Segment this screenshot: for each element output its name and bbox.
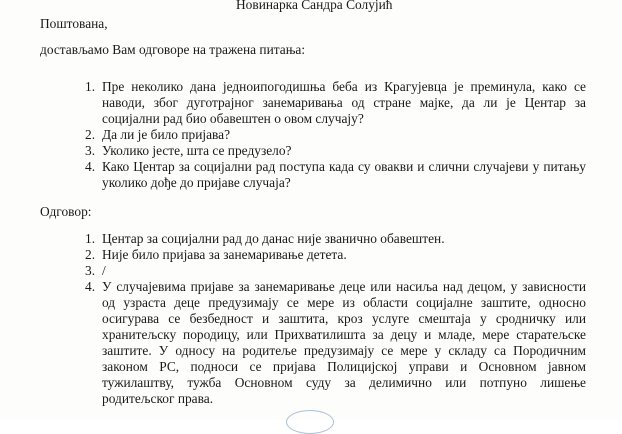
question-4 — [102, 159, 586, 191]
question-line: наводи, због дуготрајног занемаривања од стране мајке, да ли је Центар за — [102, 95, 586, 110]
answer-4 — [102, 279, 586, 407]
official-stamp — [286, 410, 334, 434]
question-1 — [102, 79, 586, 127]
answer-2 — [102, 247, 586, 263]
answer-1 — [102, 231, 586, 247]
answer-line: осигурава се безбедност и заштита, кроз услуге смештаја у сродничку или — [102, 311, 586, 326]
question-line: Пре неколико дана једноипогодишња беба из Крагујевца је преминула, како се — [102, 79, 586, 94]
answer-line: тужилаштву, тужба Основном суду за делимично или потпуно лишење — [102, 375, 586, 390]
question-number: 2. — [85, 127, 96, 142]
answer-number: 3. — [85, 263, 96, 278]
question-line: Како Центар за социјални рад поступа када су овакви и слични случајеви у питању — [102, 159, 586, 174]
answer-line: законом РС, подноси се пријава Полицијској управи и Основном јавном — [102, 359, 586, 374]
answer-line: У случајевима пријаве за занемаривање деце или насиља над децом, у зависности — [102, 279, 586, 294]
question-number: 4. — [85, 159, 96, 174]
question-line: Да ли је било пријава? — [102, 127, 231, 142]
answer-3 — [102, 263, 586, 279]
answer-line: хранитељску породицу, или Прихватилишта за децу и младе, мере старатељске — [102, 327, 586, 342]
question-number: 3. — [85, 143, 96, 158]
intro-text: достављамо Вам одговоре на тражена питања: — [40, 42, 306, 57]
recipient-header: Новинарка Сандра Солујић — [236, 0, 393, 12]
question-2 — [102, 127, 586, 143]
answer-number: 4. — [85, 279, 96, 294]
answers-label: Одговор: — [40, 204, 92, 219]
answer-line: од узраста деце предузимају се мере из области социјалне заштите, односно — [102, 295, 586, 310]
question-line: уколико дође до пријаве случаја? — [102, 175, 291, 190]
answer-number: 2. — [85, 247, 96, 262]
question-number: 1. — [85, 79, 96, 94]
answer-number: 1. — [85, 231, 96, 246]
salutation: Поштована, — [40, 16, 108, 31]
answer-line: / — [102, 263, 106, 278]
answer-line: Није било пријава за занемаривање детета. — [102, 247, 347, 262]
question-line: социјални рад био обавештен о овом случају? — [102, 111, 364, 126]
answer-line: заштите. У односу на родитеље предузимају се мере у складу са Породичним — [102, 343, 586, 358]
answer-line: родитељског права. — [102, 391, 214, 406]
answer-line: Центар за социјални рад до данас није званично обавештен. — [102, 231, 445, 246]
question-line: Уколико јесте, шта се предузело? — [102, 143, 292, 158]
question-3 — [102, 143, 586, 159]
